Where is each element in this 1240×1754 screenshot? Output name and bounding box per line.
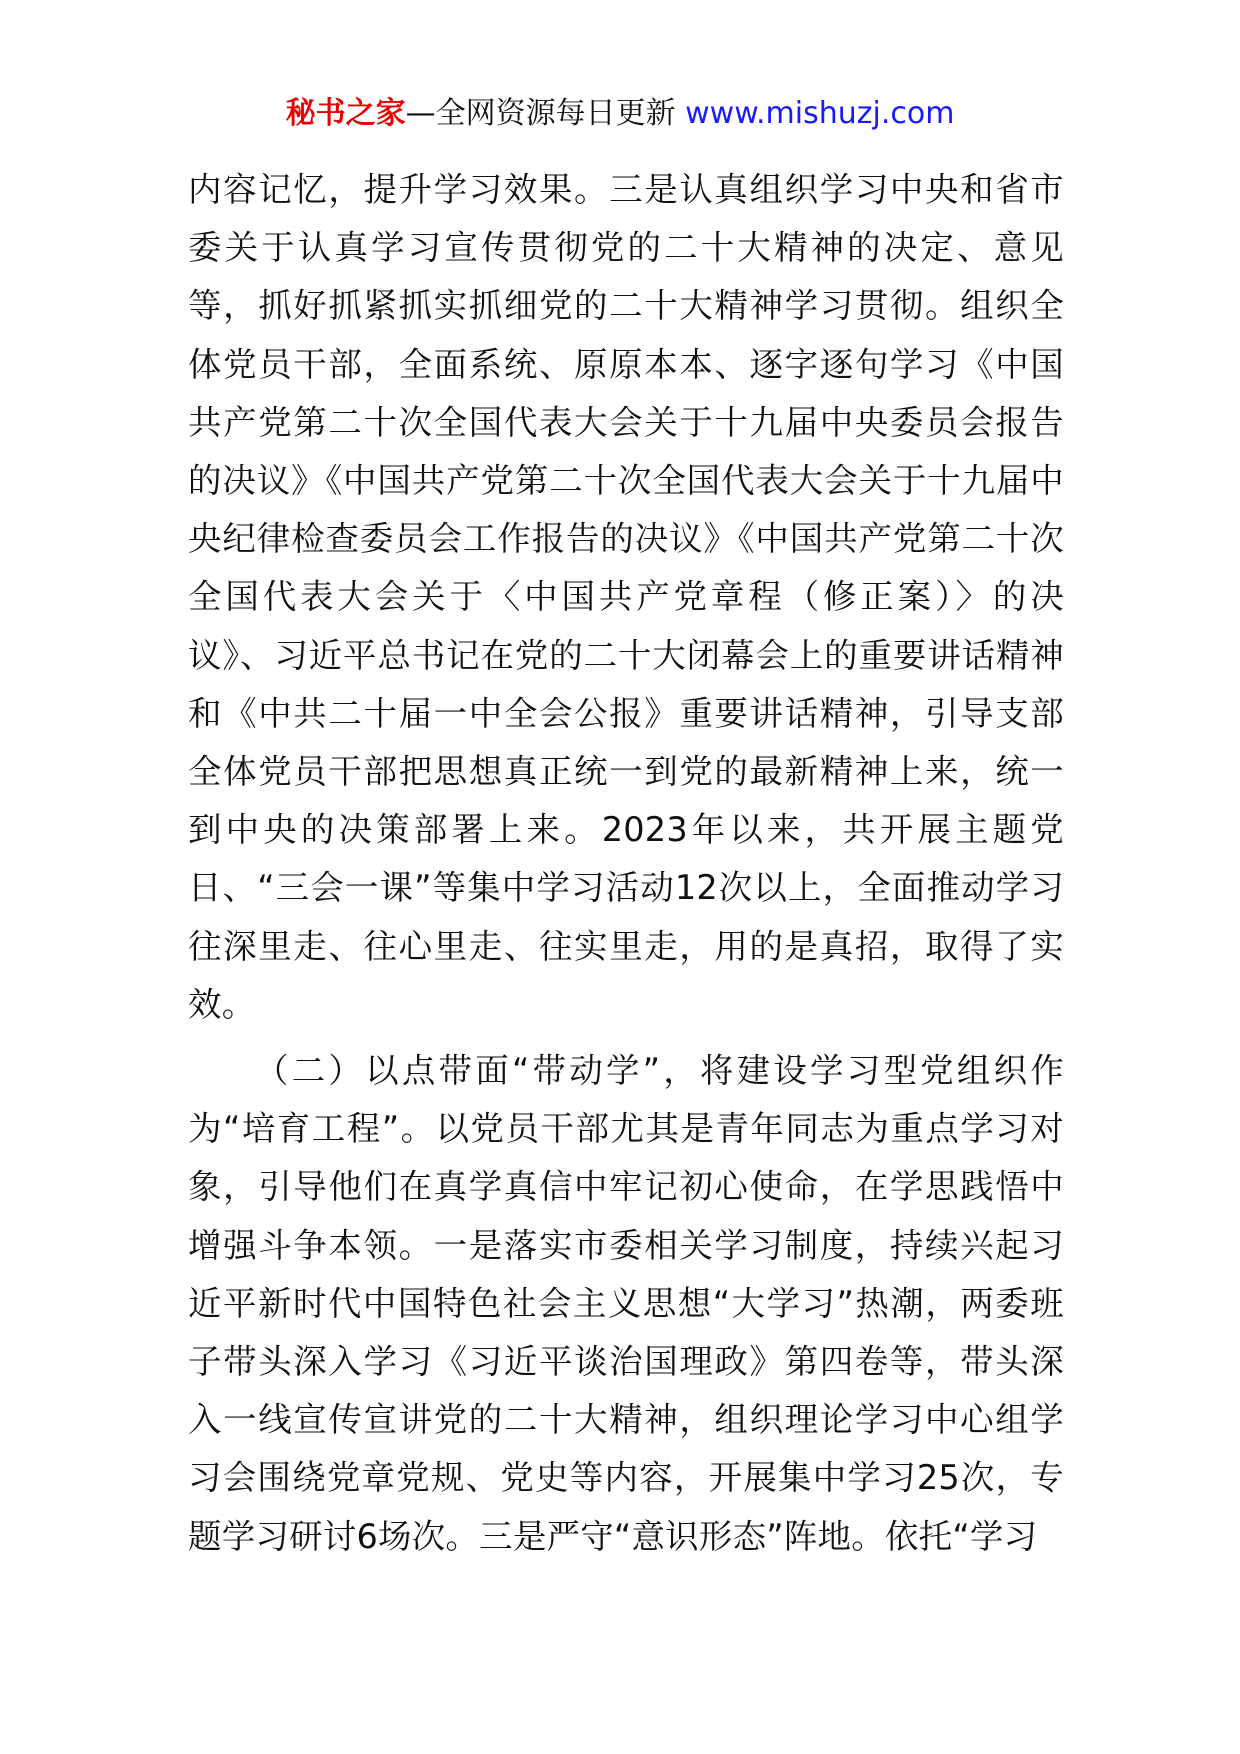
paragraph-continued: 内容记忆，提升学习效果。三是认真组织学习中央和省市委关于认真学习宣传贯彻党的二十大精神的决定、意见等，抓好抓紧抓实抓细党的二十大精神学习贯彻。组织全体党员干部，全面系统、原原本本、逐字逐句学习《中国共产党第二十次全国代表大会关于十九届中央委员会报告的决议》《中国共产党第二十次全国代表大会关于十九届中央纪律检查委员会工作报告的决议》《中国共产党第二十次全国代表大会关于〈中国共产党章程（修正案）〉的决议》、习近平总书记在党的二十大闭幕会上的重要讲话精神和《中共二十届一中全会公报》重要讲话精神，引导支部全体党员干部把思想真正统一到党的最新精神上来，统一到中央的决策部署上来。2023年以来，共开展主题党日、“三会一课”等集中学习活动12次以上，全面推动学习往深里走、往心里走、往实里走，用的是真招，取得了实效。 — [188, 170, 1064, 1024]
paragraph-section-two: （二）以点带面“带动学”，将建设学习型党组织作为“培育工程”。以党员干部尤其是青年同志为重点学习对象，引导他们在真学真信中牢记初心使命，在学思践悟中增强斗争本领。一是落实市委相关学习制度，持续兴起习近平新时代中国特色社会主义思想“大学习”热潮，两委班子带头深入学习《习近平谈治国理政》第四卷等，带头深入一线宣传宣讲党的二十大精神，组织理论学习中心组学习会围绕党章党规、党史等内容，开展集中学习25次，专题学习研讨6场次。三是严守“意识形态”阵地。依托“学习 — [188, 1051, 1064, 1556]
header-tagline: —全网资源每日更新 — [405, 96, 686, 131]
site-header — [0, 94, 1240, 134]
site-url-link[interactable]: www.mishuzj.com — [685, 96, 955, 131]
document-body — [188, 161, 1064, 1566]
brand-name: 秘书之家 — [285, 96, 406, 131]
